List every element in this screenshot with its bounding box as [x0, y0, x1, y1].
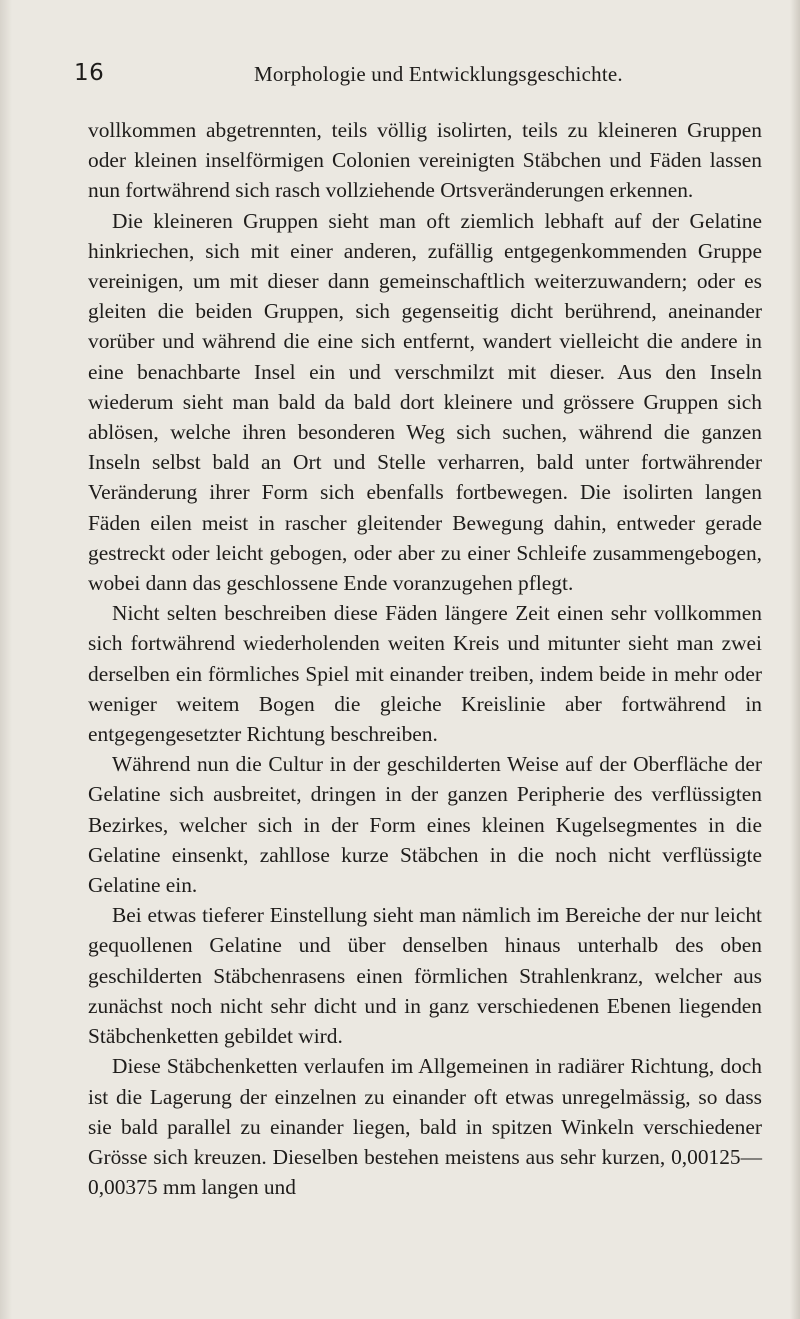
paragraph-continuation: vollkommen abgetrennten, teils völlig isolirten, teils zu kleineren Gruppen oder kleinen inselförmigen Colonien vereinigten Stäbchen und Fäden lassen nun fortwährend sich rasch vollziehende Ortsveränderungen erkennen.: [88, 118, 762, 203]
paragraph: Die kleineren Gruppen sieht man oft ziemlich lebhaft auf der Gelatine hinkriechen, sich mit einer anderen, zufällig entgegenkommenden Gruppe vereinigen, um mit dieser dann gemeinschaftlich weiterzuwandern; oder es gleiten die beiden Gruppen, sich gegenseitig dicht berührend, aneinander vorüber und während die eine sich entfernt, wandert vielleicht die andere in eine benachbarte Insel ein und verschmilzt mit dieser. Aus den Inseln wiederum sieht man bald da bald dort kleinere und grössere Gruppen sich ablösen, welche ihren besonderen Weg sich suchen, während die ganzen Inseln selbst bald an Ort und Stelle verharren, bald unter fortwährender Veränderung ihrer Form sich ebenfalls fortbewegen. Die isolirten langen Fäden eilen meist in rascher gleitender Bewegung dahin, entweder gerade gestreckt oder leicht gebogen, oder aber zu einer Schleife zusammengebogen, wobei dann das geschlossene Ende voranzugehen pflegt.: [88, 208, 762, 596]
page-number: 16: [74, 60, 105, 86]
page-edge-shadow: [790, 0, 800, 1319]
paragraph: Diese Stäbchenketten verlaufen im Allgemeinen in radiärer Richtung, doch ist die Lagerung der einzelnen zu einander oft etwas unregelmässig, so dass sie bald parallel zu einander liegen, bald in spitzen Winkeln verschiedener Grösse sich kreuzen. Dieselben bestehen meistens aus sehr kurzen, 0,00125—0,00375 mm langen und: [88, 1054, 762, 1200]
paragraph: Während nun die Cultur in der geschilderten Weise auf der Oberfläche der Gelatine sich ausbreitet, dringen in der ganzen Peripherie des verflüssigten Bezirkes, welcher sich in der Form eines kleinen Kugelsegmentes in die Gelatine einsenkt, zahllose kurze Stäbchen in die noch nicht verflüssigte Gelatine ein.: [88, 752, 762, 898]
body-text: [88, 115, 762, 1202]
page-gutter-shadow: [0, 0, 12, 1319]
page-header: [74, 60, 754, 100]
running-title: Morphologie und Entwicklungsgeschichte.: [254, 62, 623, 86]
paragraph: Nicht selten beschreiben diese Fäden längere Zeit einen sehr vollkommen sich fortwährend wiederholenden weiten Kreis und mitunter sieht man zwei derselben ein förmliches Spiel mit einander treiben, indem beide in mehr oder weniger weitem Bogen die gleiche Kreislinie aber fortwährend in entgegengesetzter Richtung beschreiben.: [88, 601, 762, 747]
paragraph: Bei etwas tieferer Einstellung sieht man nämlich im Bereiche der nur leicht gequollenen Gelatine und über denselben hinaus unterhalb des oben geschilderten Stäbchenrasens einen förmlichen Strahlenkranz, welcher aus zunächst noch nicht sehr dicht und in ganz verschiedenen Ebenen liegenden Stäbchenketten gebildet wird.: [88, 903, 762, 1049]
